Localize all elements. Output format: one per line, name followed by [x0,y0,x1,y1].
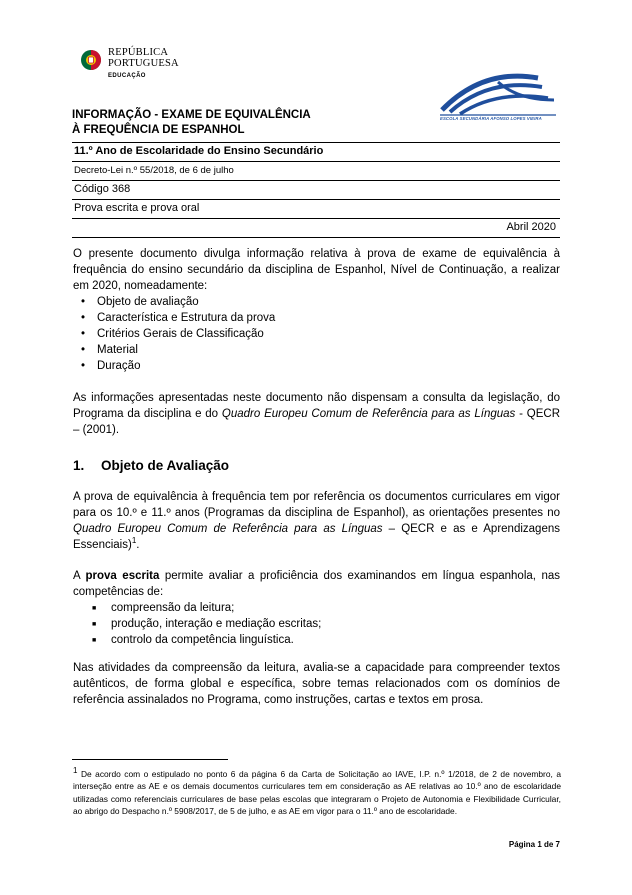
footnote [73,768,561,818]
list-item: • Característica e Estrutura da prova [73,310,560,326]
date-row: Abril 2020 [72,218,560,238]
section1-paragraph3 [73,660,560,708]
note-text: As informações apresentadas neste documento não dispensam a consulta da legislação, do Programa da disciplina e do [73,392,560,420]
logo-sub: EDUCAÇÃO [108,73,146,79]
list-item: • Duração [73,358,560,374]
section-heading [73,458,229,473]
p2-text: A [73,570,86,582]
intro-block [73,246,560,374]
list-item: ■ produção, interação e mediação escritas; [73,616,560,632]
republica-portuguesa-logo [80,45,220,85]
decree-row: Decreto-Lei n.º 55/2018, de 6 de julho [72,161,560,180]
list-item: • Material [73,342,560,358]
list-item: • Critérios Gerais de Classificação [73,326,560,342]
footnote-text: De acordo com o estipulado no ponto 6 da página 6 da Carta de Solicitação ao IAVE, I.P. n.º 1/2018, de 2 de novembro, a interseção entre as AE e os demais documentos curriculares tem em consideração as AE relativas ao 10.º ano de escolaridade utilizadas como referenciais curriculares de base pelas escolas que integraram o Projeto de Autonomia e Flexibilidade Curricular, ao abrigo do Despacho n.º 5908/2017, de 5 de julho, e as AE em vigor para o 11.º ano de escolaridade. [73,769,561,817]
school-name: ESCOLA SECUNDÁRIA AFONSO LOPES VIEIRA [440,116,542,121]
footnote-ref[interactable]: 1 [131,536,137,546]
list-item: ■ controlo da competência linguística. [73,632,560,648]
intro-list [73,294,560,374]
document-title [72,105,560,142]
p1-text-end: – QECR e as e Aprendizagens Essenciais) [73,523,560,551]
page-number: Página 1 de 7 [508,840,560,849]
footnote-mark: 1 [73,766,78,776]
qecr-title: Quadro Europeu Comum de Referência para as Línguas [221,408,516,420]
p1-text: A prova de equivalência à frequência tem por referência os documentos curriculares em vigor para os 10.º e 11.º anos (Programas da disciplina de Espanhol), as orientações presentes no [73,491,560,519]
info-header-table [72,105,560,238]
grade-row: 11.º Ano de Escolaridade do Ensino Secundário [72,142,560,161]
title-line1: INFORMAÇÃO - EXAME DE EQUIVALÊNCIA [72,109,311,121]
list-item: ■ compreensão da leitura; [73,600,560,616]
logo-line1: REPÚBLICA [108,47,169,58]
p2-text-end: permite avaliar a proficiência dos examinandos em língua espanhola, nas competências de: [73,570,560,598]
list-item: • Objeto de avaliação [73,294,560,310]
code-row: Código 368 [72,180,560,199]
title-line2: À FREQUÊNCIA DE ESPANHOL [72,124,245,136]
p2-bold: prova escrita [85,570,160,582]
p3-text: Nas atividades da compreensão da leitura, avalia-se a capacidade para compreender textos autênticos, de forma global e específica, sobre temas relacionados com os domínios de referência assinalados no Programa, como instruções, cartas e textos em prosa. [73,662,560,706]
section-title: Objeto de Avaliação [101,458,230,473]
exam-type-row: Prova escrita e prova oral [72,199,560,218]
section1-paragraph1: A prova de equivalência à frequência tem por referência os documentos curriculares em vigor para os 10.º e 11.º anos (Programas da disciplina de Espanhol), as orientações presentes no Quadro Europeu Comum de Referência para as Línguas – QECR e as e Aprendizagens Essenciais)$^1$. [73,491,560,551]
footnote-divider [72,759,228,760]
competences-list [73,600,560,648]
consult-note [73,390,560,438]
p1-italic: Quadro Europeu Comum de Referência para as Línguas [73,523,383,535]
logo-line2: PORTUGUESA [108,58,179,69]
coat-of-arms-icon [80,49,102,71]
section-number: 1. [73,458,85,473]
note-text-end: - QECR – (2001). [73,408,561,436]
section1-paragraph2 [73,568,560,648]
intro-paragraph: O presente documento divulga informação relativa à prova de exame de equivalência à frequência do ensino secundário da disciplina de Espanhol, Nível de Continuação, a realizar em 2020, nomeadamente: [73,248,560,292]
